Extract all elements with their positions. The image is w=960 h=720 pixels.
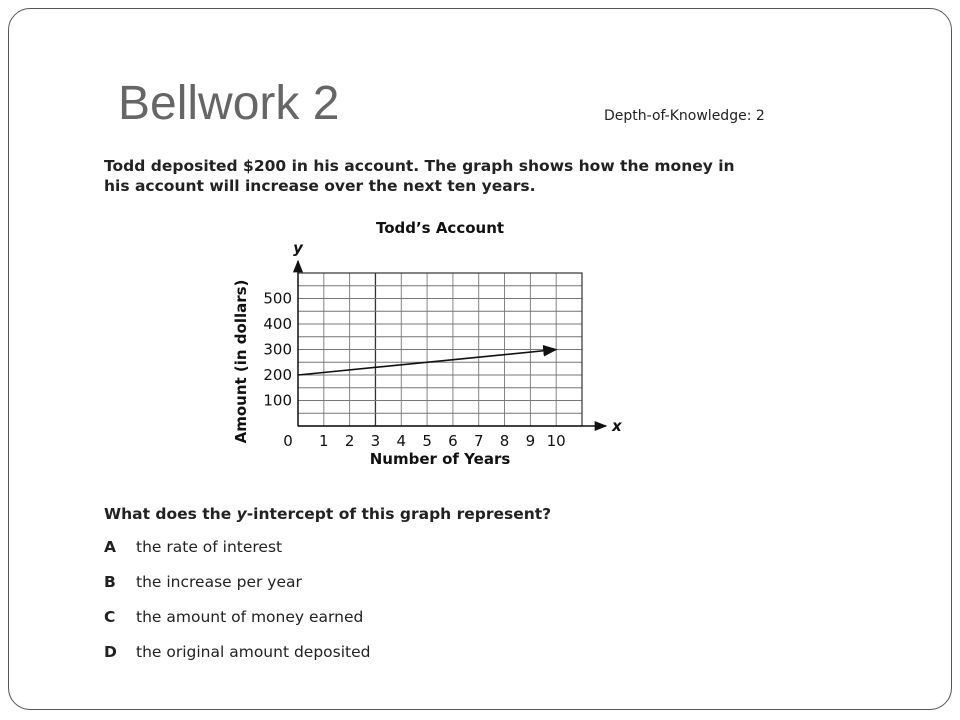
choice-d[interactable]: [104, 643, 371, 678]
chart-title: Todd’s Account: [375, 219, 505, 237]
slide-title: Bellwork 2: [118, 77, 340, 130]
x-tick-label: 3: [370, 432, 381, 450]
origin-label: 0: [283, 432, 293, 450]
answer-choices: [104, 538, 371, 678]
choice-letter: C: [104, 608, 116, 626]
x-tick-label: 1: [319, 432, 329, 450]
choice-letter: A: [104, 538, 116, 556]
choice-text: the original amount deposited: [136, 643, 371, 661]
choice-b[interactable]: [104, 573, 371, 608]
x-tick-label: 8: [499, 432, 510, 450]
question-variable: y: [236, 505, 247, 523]
choice-text: the amount of money earned: [136, 608, 364, 626]
dok-label: Depth-of-Knowledge: 2: [604, 108, 765, 124]
problem-prompt: Todd deposited $200 in his account. The graph shows how the money in his account will increase over the next ten years.: [104, 157, 735, 195]
y-axis-symbol: y: [293, 239, 303, 257]
x-tick-label: 2: [344, 432, 355, 450]
x-axis-label: Number of Years: [369, 450, 511, 468]
choice-text: the increase per year: [136, 573, 302, 591]
x-axis-symbol: x: [612, 417, 622, 435]
question-post: -intercept of this graph represent?: [246, 505, 552, 523]
y-axis-label: Amount (in dollars): [232, 279, 250, 444]
y-tick-label: 100: [263, 391, 292, 410]
choice-a[interactable]: [104, 538, 371, 573]
choice-letter: B: [104, 573, 116, 591]
question-pre: What does the: [104, 505, 237, 523]
y-tick-label: 300: [263, 340, 292, 359]
choice-c[interactable]: [104, 608, 371, 643]
y-tick-label: 400: [263, 315, 292, 333]
choice-text: the rate of interest: [136, 538, 283, 556]
x-tick-label: 6: [448, 432, 458, 450]
x-tick-label: 5: [422, 432, 432, 450]
x-tick-label: 9: [525, 432, 536, 450]
y-tick-label: 200: [263, 366, 292, 384]
x-tick-label: 7: [473, 432, 484, 450]
question: [104, 505, 551, 523]
x-tick-label: 10: [546, 432, 566, 450]
x-tick-label: 4: [396, 432, 407, 450]
todds-account-chart: [222, 210, 632, 472]
choice-letter: D: [104, 643, 117, 661]
y-tick-label: 500: [263, 289, 292, 308]
